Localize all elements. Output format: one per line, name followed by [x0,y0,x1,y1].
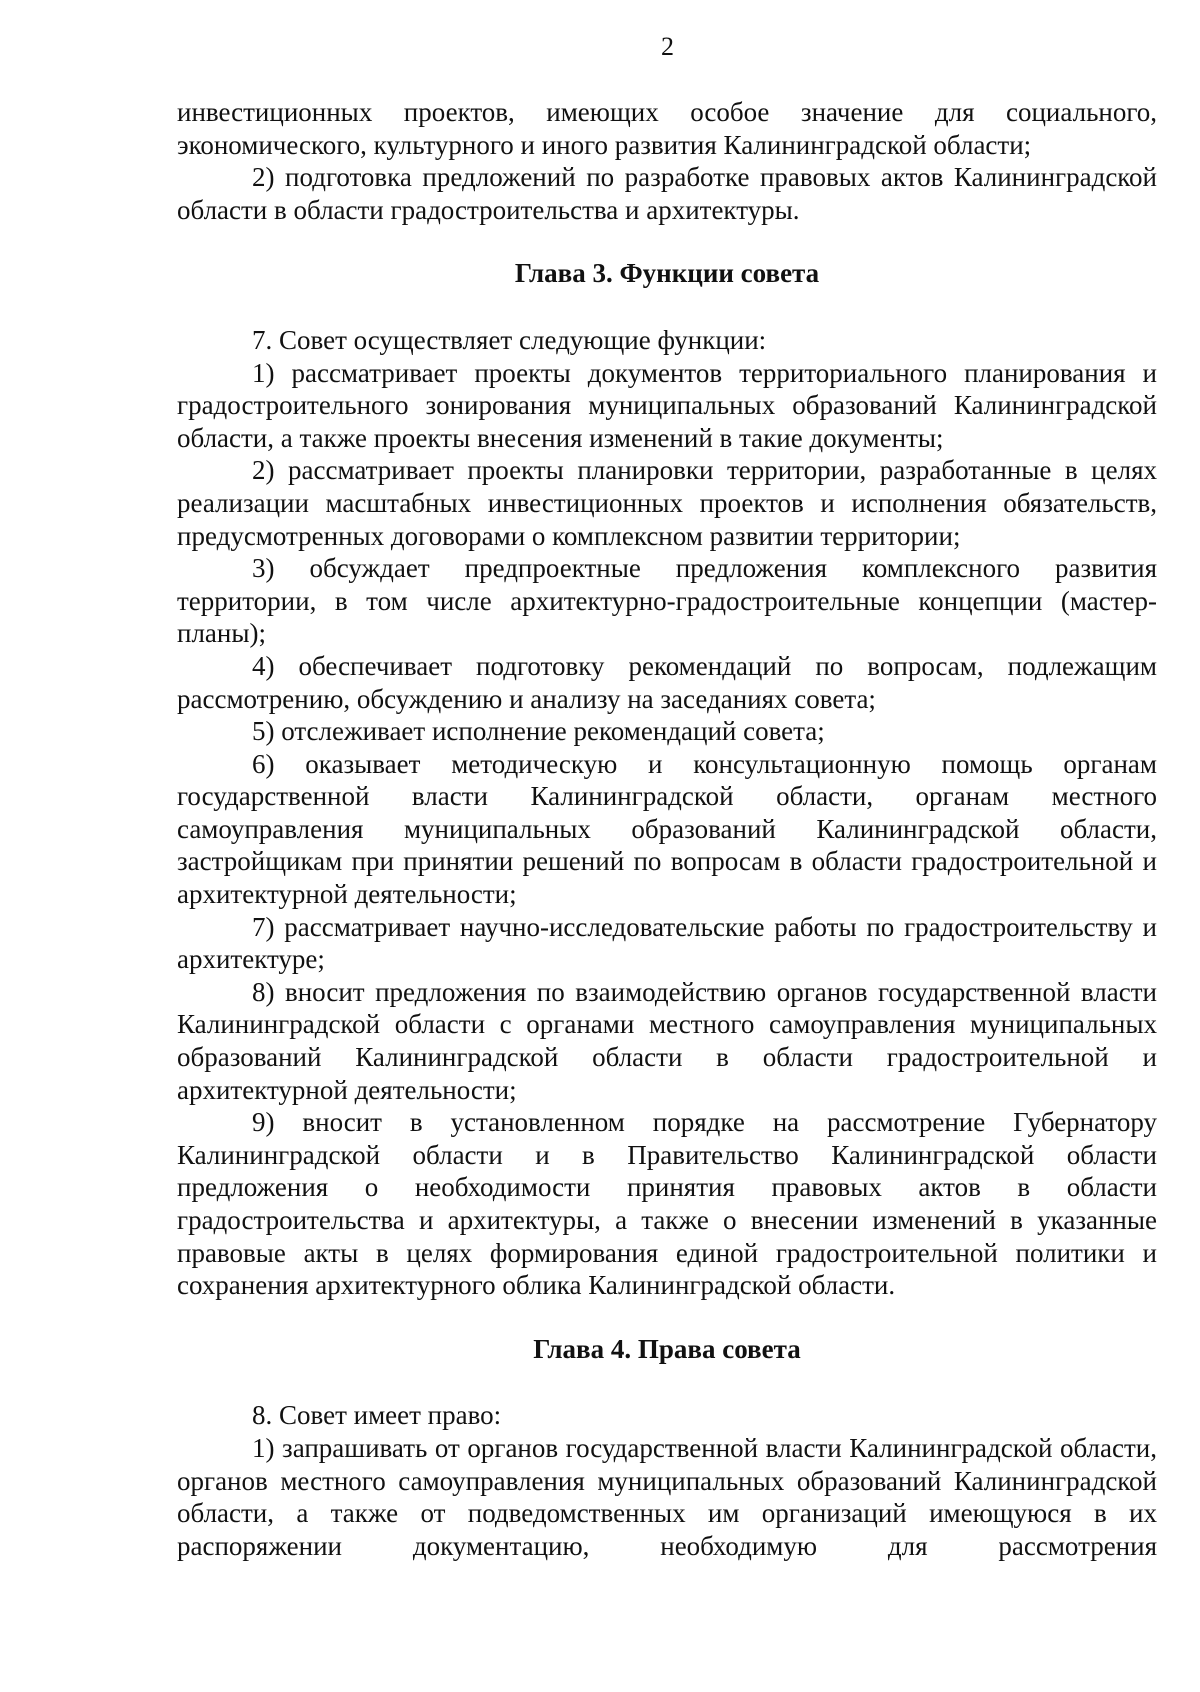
list-item: 1) запрашивать от органов государственной власти Калининградской области, органов местного самоуправления муниципальных образований Калининградской области, а также от подведомственных им организаций имеющуюся в их распоряжении документацию, необходимую для рассмотрения [177,1432,1157,1561]
document-body [177,96,1157,1562]
list-item: 6) оказывает методическую и консультационную помощь органам государственной власти Калининградской области, органам местного самоуправления муниципальных образований Калининградской области, застройщикам при принятии решений по вопросам в области градостроительной и архитектурной деятельности; [177,748,1157,910]
list-item: 5) отслеживает исполнение рекомендаций совета; [252,716,825,747]
list-item: 2) рассматривает проекты планировки территории, разработанные в целях реализации масштабных инвестиционных проектов и исполнения обязательств, предусмотренных договорами о комплексном развитии территории; [177,455,1157,551]
section-intro: 7. Совет осуществляет следующие функции: [252,324,767,355]
paragraph: инвестиционных проектов, имеющих особое значение для социального, экономического, культурного и иного развития Калининградской области; [177,97,1157,160]
chapter-heading: Глава 3. Функции совета [514,258,820,289]
list-item: 9) вносит в установленном порядке на рассмотрение Губернатору Калининградской области и в Правительство Калининградской области предложения о необходимости принятия правовых актов в области градостроительства и архитектуры, а также о внесении изменений в указанные правовые акты в целях формирования единой градостроительной политики и сохранения архитектурного облика Калининградской области. [177,1107,1157,1301]
section-intro: 8. Совет имеет право: [252,1400,502,1431]
chapter-heading: Глава 4. Права совета [533,1333,801,1364]
list-item: 3) обсуждает предпроектные предложения комплексного развития территории, в том числе архитектурно-градостроительные концепции (мастер-планы); [177,553,1157,649]
list-item: 2) подготовка предложений по разработке правовых актов Калининградской области в области градостроительства и архитектуры. [177,162,1157,225]
list-item: 8) вносит предложения по взаимодействию органов государственной власти Калининградской области с органами местного самоуправления муниципальных образований Калининградской области в области градостроительной и архитектурной деятельности; [177,976,1157,1105]
list-item: 4) обеспечивает подготовку рекомендаций по вопросам, подлежащим рассмотрению, обсуждению и анализу на заседаниях совета; [177,650,1157,714]
list-item: 1) рассматривает проекты документов территориального планирования и градостроительного зонирования муниципальных образований Калининградской области, а также проекты внесения изменений в такие документы; [177,357,1157,453]
page-number: 2 [661,32,674,61]
list-item: 7) рассматривает научно-исследовательские работы по градостроительству и архитектуре; [177,911,1157,975]
